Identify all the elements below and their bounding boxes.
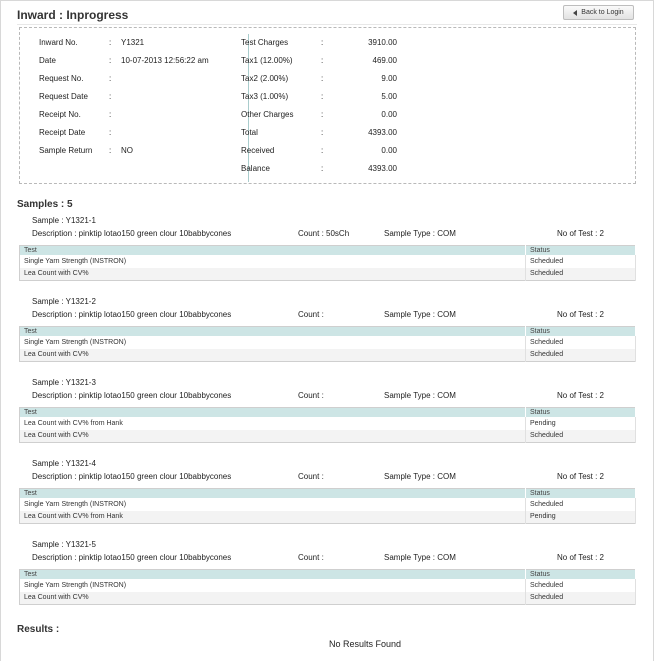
field-label: Received <box>241 146 275 155</box>
test-status: Scheduled <box>526 268 636 281</box>
test-column-header: Test <box>20 246 526 255</box>
status-column-header: Status <box>526 489 636 498</box>
sample-type: Sample Type : COM <box>384 472 456 481</box>
table-row <box>20 430 636 443</box>
sample-name: Sample : Y1321-2 <box>32 297 96 306</box>
table-row <box>20 255 636 268</box>
sample-test-table <box>19 326 636 362</box>
status-column-header: Status <box>526 327 636 336</box>
table-header <box>20 327 636 336</box>
test-status: Scheduled <box>526 255 636 268</box>
back-to-login-label: Back to Login <box>581 9 624 16</box>
field-label: Inward No. <box>39 38 78 47</box>
test-name: Lea Count with CV% <box>20 430 526 443</box>
test-status: Scheduled <box>526 336 636 349</box>
field-label: Total <box>241 128 258 137</box>
field-value: Y1321 <box>121 38 145 47</box>
test-name: Lea Count with CV% from Hank <box>20 417 526 430</box>
field-label: Other Charges <box>241 110 294 119</box>
table-row <box>20 268 636 281</box>
test-name: Lea Count with CV% <box>20 349 526 362</box>
sample-type: Sample Type : COM <box>384 553 456 562</box>
test-name: Single Yarn Strength (INSTRON) <box>20 498 526 511</box>
samples-title: Samples : 5 <box>17 199 73 210</box>
field-value: 4393.00 <box>368 128 397 137</box>
sample-count: Count : <box>298 553 324 562</box>
table-row <box>20 349 636 362</box>
field-label: Balance <box>241 164 270 173</box>
title-divider <box>17 24 637 25</box>
sample-count: Count : 50sCh <box>298 229 350 238</box>
sample-type: Sample Type : COM <box>384 391 456 400</box>
sample-count: Count : <box>298 472 324 481</box>
test-status: Pending <box>526 417 636 430</box>
arrow-left-icon <box>573 10 577 16</box>
sample-name: Sample : Y1321-4 <box>32 459 96 468</box>
test-status: Scheduled <box>526 498 636 511</box>
sample-test-count: No of Test : 2 <box>557 553 604 562</box>
sample-test-table <box>19 488 636 524</box>
sample-type: Sample Type : COM <box>384 229 456 238</box>
status-column-header: Status <box>526 246 636 255</box>
table-row <box>20 579 636 592</box>
field-label: Receipt Date <box>39 128 86 137</box>
field-label: Test Charges <box>241 38 289 47</box>
back-to-login-button[interactable] <box>563 5 634 20</box>
table-header <box>20 489 636 498</box>
field-label: Receipt No. <box>39 110 81 119</box>
field-label: Tax2 (2.00%) <box>241 74 289 83</box>
test-name: Lea Count with CV% <box>20 268 526 281</box>
status-column-header: Status <box>526 570 636 579</box>
sample-description: Description : pinktip lotao150 green clour 10babbycones <box>32 229 232 238</box>
sample-count: Count : <box>298 391 324 400</box>
test-name: Lea Count with CV% <box>20 592 526 605</box>
sample-description: Description : pinktip lotao150 green clour 10babbycones <box>32 310 232 319</box>
sample-test-count: No of Test : 2 <box>557 391 604 400</box>
page-title: Inward : Inprogress <box>17 8 129 22</box>
field-value: 0.00 <box>381 146 397 155</box>
test-column-header: Test <box>20 489 526 498</box>
field-label: Tax3 (1.00%) <box>241 92 289 101</box>
table-row <box>20 592 636 605</box>
field-value: 4393.00 <box>368 164 397 173</box>
test-column-header: Test <box>20 408 526 417</box>
field-value: 469.00 <box>372 56 397 65</box>
field-label: Tax1 (12.00%) <box>241 56 293 65</box>
field-value: 3910.00 <box>368 38 397 47</box>
table-row <box>20 417 636 430</box>
sample-test-table <box>19 569 636 605</box>
sample-name: Sample : Y1321-3 <box>32 378 96 387</box>
field-value: 0.00 <box>381 110 397 119</box>
test-status: Scheduled <box>526 579 636 592</box>
inward-info-panel: Inward No. : Y1321 Date : 10-07-2013 12:56:22 am Request No. : Request Date : Receipt No. : Receipt Date : Sample Return : NO Test Charges : 3910.00 Tax1 (12.00%) : 469.00 Tax2 (2.00%) : 9.00 Tax3 (1.00%) : 5.00 Other Charges : 0.00 Total : 4393.00 Received : 0.00 Balance : 4393.00 <box>19 27 636 184</box>
field-label: Request Date <box>39 92 88 101</box>
table-header <box>20 570 636 579</box>
sample-description: Description : pinktip lotao150 green clour 10babbycones <box>32 391 232 400</box>
table-row <box>20 511 636 524</box>
status-column-header: Status <box>526 408 636 417</box>
field-value: 9.00 <box>381 74 397 83</box>
table-row <box>20 336 636 349</box>
sample-test-count: No of Test : 2 <box>557 310 604 319</box>
table-header <box>20 246 636 255</box>
sample-test-table <box>19 245 636 281</box>
sample-count: Count : <box>298 310 324 319</box>
sample-type: Sample Type : COM <box>384 310 456 319</box>
test-status: Scheduled <box>526 592 636 605</box>
field-value: NO <box>121 146 133 155</box>
table-header <box>20 408 636 417</box>
sample-description: Description : pinktip lotao150 green clour 10babbycones <box>32 472 232 481</box>
sample-test-count: No of Test : 2 <box>557 229 604 238</box>
test-status: Pending <box>526 511 636 524</box>
test-name: Lea Count with CV% from Hank <box>20 511 526 524</box>
table-row <box>20 498 636 511</box>
test-name: Single Yarn Strength (INSTRON) <box>20 255 526 268</box>
field-value: 10-07-2013 12:56:22 am <box>121 56 209 65</box>
sample-name: Sample : Y1321-5 <box>32 540 96 549</box>
sample-name: Sample : Y1321-1 <box>32 216 96 225</box>
field-label: Request No. <box>39 74 84 83</box>
sample-test-table <box>19 407 636 443</box>
test-column-header: Test <box>20 327 526 336</box>
results-title: Results : <box>17 624 60 635</box>
field-label: Sample Return <box>39 146 93 155</box>
test-status: Scheduled <box>526 430 636 443</box>
no-results-message: No Results Found <box>328 639 402 649</box>
test-status: Scheduled <box>526 349 636 362</box>
test-name: Single Yarn Strength (INSTRON) <box>20 579 526 592</box>
sample-description: Description : pinktip lotao150 green clour 10babbycones <box>32 553 232 562</box>
field-value: 5.00 <box>381 92 397 101</box>
test-column-header: Test <box>20 570 526 579</box>
field-label: Date <box>39 56 56 65</box>
test-name: Single Yarn Strength (INSTRON) <box>20 336 526 349</box>
sample-test-count: No of Test : 2 <box>557 472 604 481</box>
